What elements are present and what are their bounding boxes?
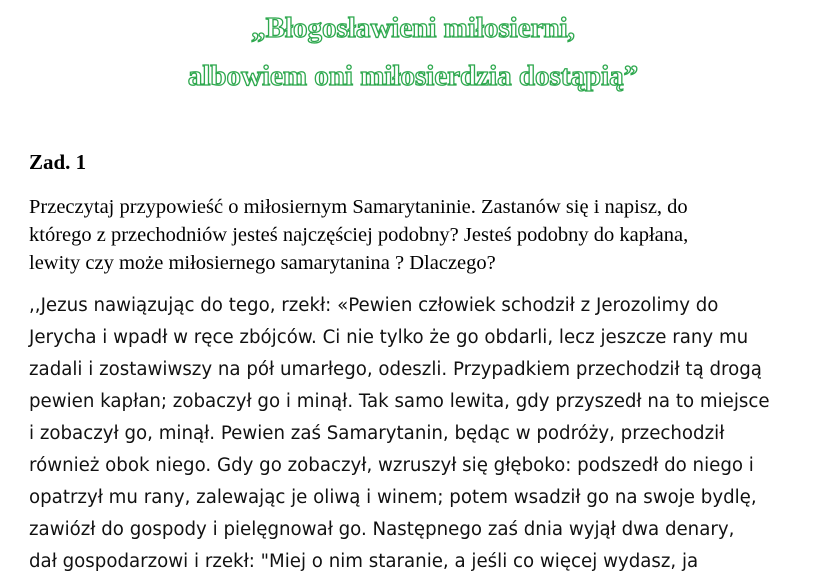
passage-line: zawiózł do gospody i pielęgnował go. Następnego zaś dnia wyjął dwa denary, bbox=[29, 519, 735, 540]
title-line-1: „Błogosławieni miłosierni, bbox=[251, 12, 575, 44]
passage-line: dał gospodarzowi i rzekł: "Miej o nim staranie, a jeśli co więcej wydasz, ja bbox=[29, 551, 699, 572]
instruction-line: lewity czy może miłosiernego samarytanina ? Dlaczego? bbox=[29, 252, 496, 274]
passage-line: również obok niego. Gdy go zobaczył, wzruszył się głęboko: podszedł do niego i bbox=[29, 455, 754, 476]
passage-line: ,,Jezus nawiązując do tego, rzekł: «Pewien człowiek schodził z Jerozolimy do bbox=[29, 295, 719, 316]
task-heading: Zad. 1 bbox=[29, 150, 87, 174]
instruction-line: którego z przechodniów jesteś najczęściej podobny? Jesteś podobny do kapłana, bbox=[29, 224, 689, 246]
passage-line: pewien kapłan; zobaczył go i minął. Tak samo lewita, gdy przyszedł na to miejsce bbox=[29, 391, 770, 412]
passage-line: Jerycha i wpadł w ręce zbójców. Ci nie tylko że go obdarli, lecz jeszcze rany mu bbox=[29, 327, 749, 348]
title-line-2: albowiem oni miłosierdzia dostąpią” bbox=[187, 60, 639, 92]
task-instruction bbox=[29, 193, 809, 277]
parable-passage bbox=[29, 290, 819, 578]
instruction-line: Przeczytaj przypowieść o miłosiernym Samarytaninie. Zastanów się i napisz, do bbox=[29, 196, 688, 218]
passage-line: zadali i zostawiwszy na pół umarłego, odeszli. Przypadkiem przechodził tą drogą bbox=[29, 359, 762, 380]
passage-line: opatrzył mu rany, zalewając je oliwą i winem; potem wsadził go na swoje bydlę, bbox=[29, 487, 757, 508]
passage-line: i zobaczył go, minął. Pewien zaś Samarytanin, będąc w podróży, przechodził bbox=[29, 423, 725, 444]
